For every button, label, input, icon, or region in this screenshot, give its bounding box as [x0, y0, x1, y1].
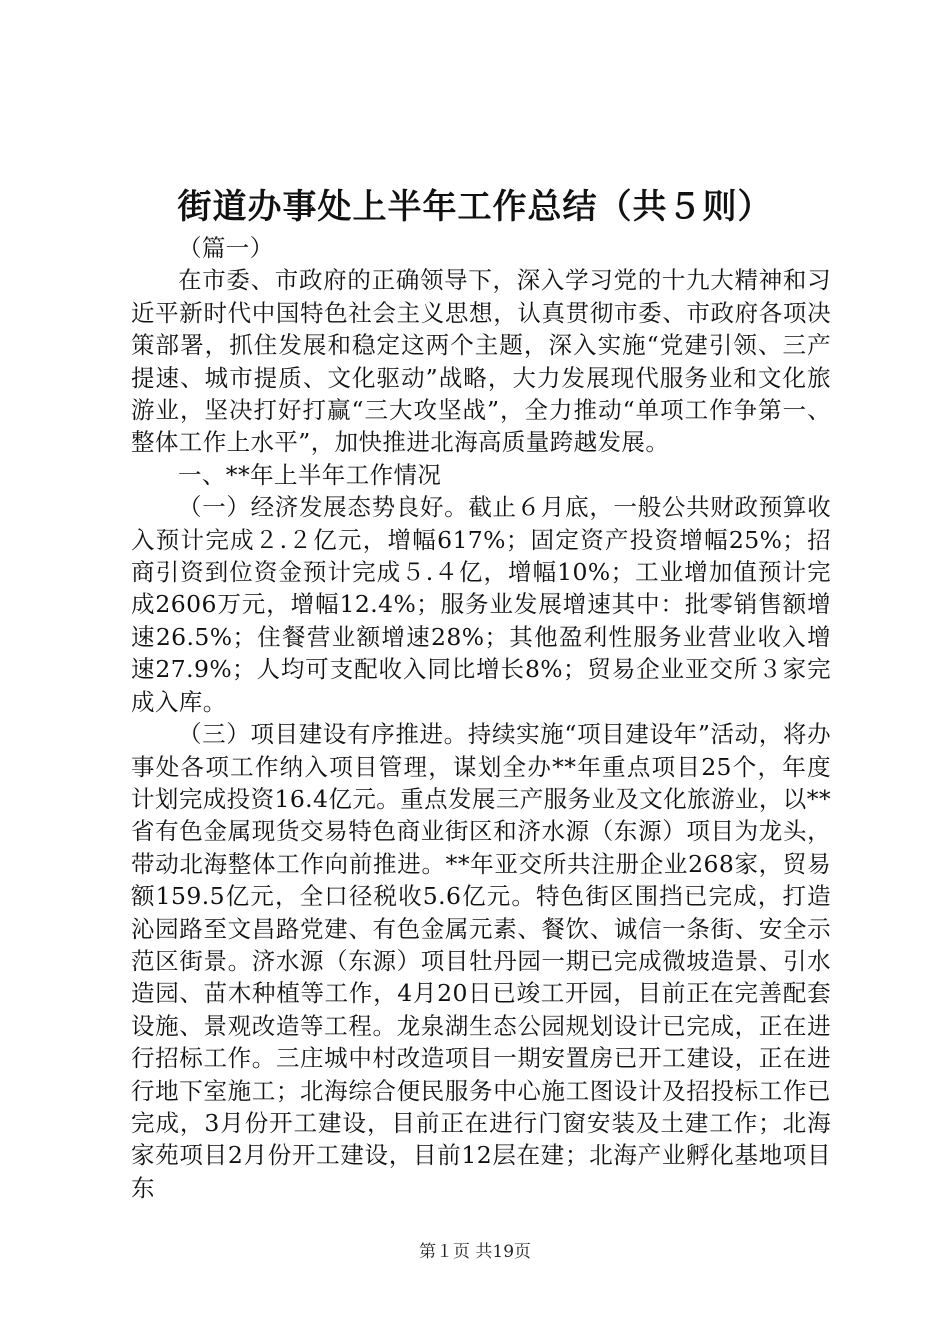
document-body	[131, 232, 831, 1204]
document-title: 街道办事处上半年工作总结（共５则）	[177, 187, 773, 227]
body-paragraph: 在市委、市政府的正确领导下，深入学习党的十九大精神和习近平新时代中国特色社会主义思想，认真贯彻市委、市政府各项决策部署，抓住发展和稳定这两个主题，深入实施“党建引领、三产提速、城市提质、文化驱动”战略，大力发展现代服务业和文化旅游业，坚决打好打赢“三大攻坚战”，全力推动“单项工作争第一、整体工作上水平”，加快推进北海高质量跨越发展。	[131, 266, 831, 457]
page-number-footer: 第１页 共19页	[418, 1242, 532, 1262]
section-heading: 一、**年上半年工作情况	[178, 460, 442, 489]
section-label: （篇一）	[178, 234, 274, 262]
body-paragraph: （三）项目建设有序推进。持续实施“项目建设年”活动，将办事处各项工作纳入项目管理，谋划全办**年重点项目25个，年度计划完成投资16.4亿元。重点发展三产服务业及文化旅游业，以**省有色金属现货交易特色商业街区和济水源（东源）项目为龙头，带动北海整体工作向前推进。**年亚交所共注册企业268家，贸易额159.5亿元，全口径税收5.6亿元。特色街区围挡已完成，打造沁园路至文昌路党建、有色金属元素、餐饮、诚信一条街、安全示范区街景。济水源（东源）项目牡丹园一期已完成微坡造景、引水造园、苗木种植等工作，4月20日已竣工开园，目前正在完善配套设施、景观改造等工程。龙泉湖生态公园规划设计已完成，正在进行招标工作。三庄城中村改造项目一期安置房已开工建设，正在进行地下室施工；北海综合便民服务中心施工图设计及招投标工作已完成，3月份开工建设，目前正在进行门窗安装及土建工作；北海家苑项目2月份开工建设，目前12层在建；北海产业孵化基地项目东	[131, 720, 831, 1202]
body-paragraph: （一）经济发展态势良好。截止６月底，一般公共财政预算收入预计完成２.２亿元，增幅617%；固定资产投资增幅25%；招商引资到位资金预计完成５.４亿，增幅10%；工业增加值预计完成2606万元，增幅12.4%；服务业发展增速其中：批零销售额增速26.5%；住餐营业额增速28%；其他盈利性服务业营业收入增速27.9%；人均可支配收入同比增长8%；贸易企业亚交所３家完成入库。	[131, 493, 831, 716]
